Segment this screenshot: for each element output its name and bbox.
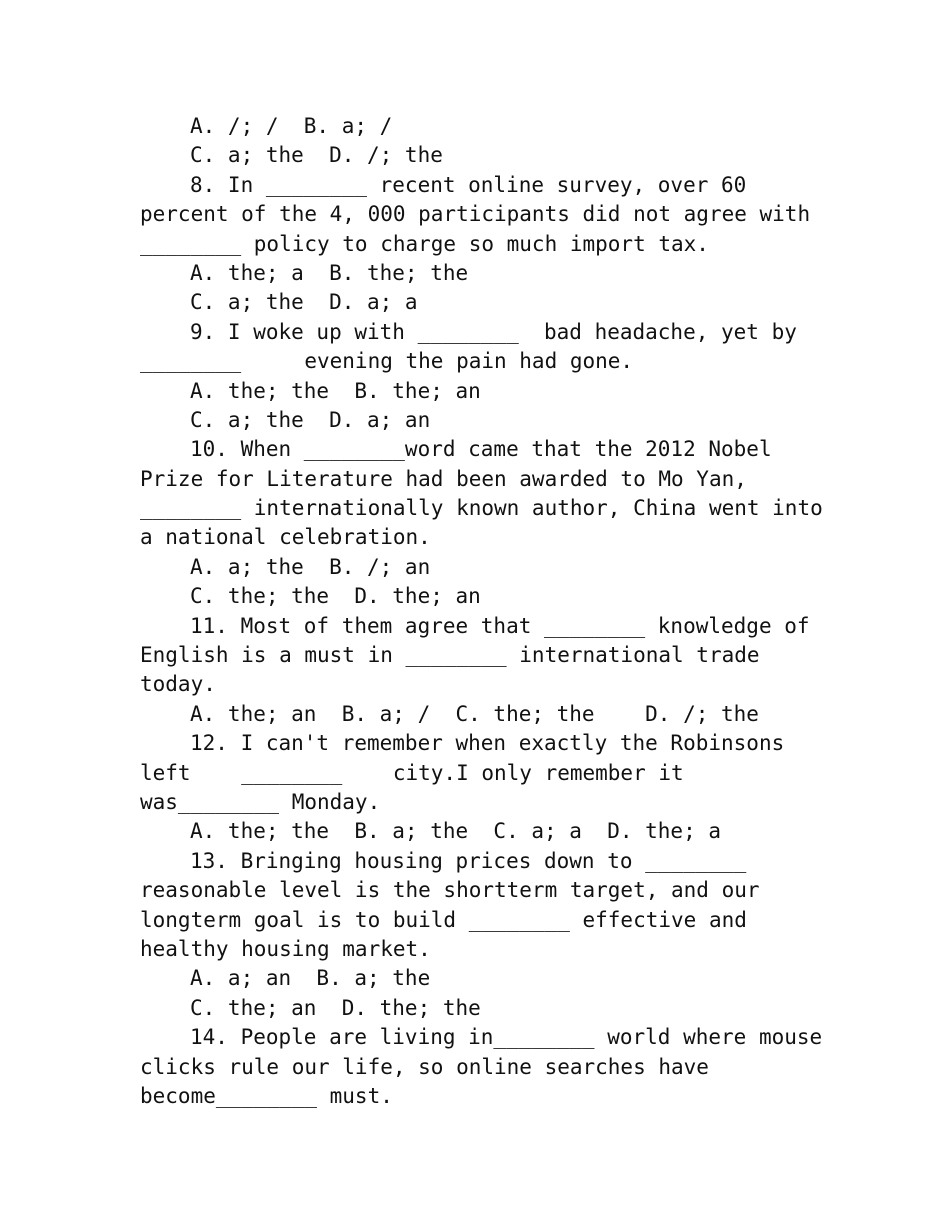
text-line: Prize for Literature had been awarded to Mo Yan,: [140, 466, 747, 491]
text-line: 12. I can't remember when exactly the Robinsons: [190, 731, 785, 756]
text-line: was________ Monday.: [140, 789, 381, 814]
text-line: become________ must.: [140, 1083, 393, 1108]
text-line: A. a; the B. /; an: [190, 554, 431, 579]
text-line: A. the; the B. a; the C. a; a D. the; a: [190, 819, 722, 844]
text-line: C. a; the D. /; the: [190, 143, 443, 168]
text-line: A. the; a B. the; the: [190, 260, 469, 285]
text-line: percent of the 4, 000 participants did not agree with: [140, 202, 811, 227]
text-line: English is a must in ________ international trade: [140, 643, 760, 668]
text-line: C. a; the D. a; an: [190, 407, 431, 432]
text-line: a national celebration.: [140, 525, 431, 550]
text-line: A. a; an B. a; the: [190, 966, 431, 991]
text-line: 11. Most of them agree that ________ knowledge of: [190, 613, 810, 638]
text-line: ________ internationally known author, China went into: [140, 496, 823, 521]
text-line: A. the; an B. a; / C. the; the D. /; the: [190, 701, 759, 726]
text-line: C. the; the D. the; an: [190, 584, 481, 609]
document-page: [140, 112, 840, 1111]
text-line: ________ policy to charge so much import tax.: [140, 231, 709, 256]
text-line: left ________ city.I only remember it: [140, 760, 684, 785]
text-line: C. a; the D. a; a: [190, 290, 418, 315]
text-line: 10. When ________word came that the 2012 Nobel: [190, 437, 772, 462]
text-line: healthy housing market.: [140, 936, 431, 961]
text-line: A. the; the B. the; an: [190, 378, 481, 403]
text-line: C. the; an D. the; the: [190, 995, 481, 1020]
text-line: 8. In ________ recent online survey, over 60: [190, 172, 747, 197]
text-line: A. /; / B. a; /: [190, 114, 393, 138]
text-line: 13. Bringing housing prices down to ________: [190, 848, 747, 873]
text-line: longterm goal is to build ________ effective and: [140, 907, 747, 932]
text-line: today.: [140, 672, 216, 697]
text-line: 14. People are living in________ world where mouse: [190, 1025, 823, 1050]
text-line: clicks rule our life, so online searches have: [140, 1054, 709, 1079]
text-line: ________ evening the pain had gone.: [140, 349, 634, 374]
text-line: reasonable level is the shortterm target, and our: [140, 878, 760, 903]
text-line: 9. I woke up with ________ bad headache, yet by: [190, 319, 797, 344]
